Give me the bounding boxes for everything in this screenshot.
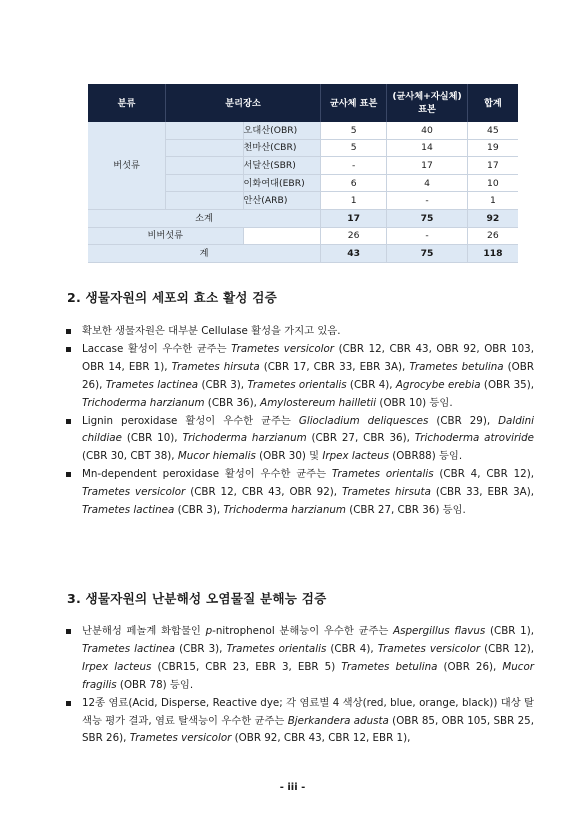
bullet-text: (CBR 3), [175,642,227,655]
species-name: Agrocybe erebia [395,378,481,391]
species-name: Mucor fragilis [82,660,534,691]
section-2-heading: 2. 생물자원의 세포외 효소 활성 검증 [67,290,277,305]
species-name: Trametes versicolor [82,486,186,499]
page-number: - iii - [279,782,306,793]
section-3-bullet-list [66,623,534,748]
site-cell: 이화여대(EBR) [243,174,321,192]
grand-total-row [88,245,518,263]
grand-total-both: 75 [387,245,468,263]
bullet-text: (CBR 4), [346,378,396,391]
bullet-text: (CBR 4, CBR 12), [433,468,534,481]
square-bullet-icon [66,701,71,706]
bullet-text: Lignin peroxidase 활성이 우수한 균주는 [82,414,299,427]
bullet-text: (CBR 30, CBT 38), [82,450,178,463]
bullet-text: (OBR 35), [480,378,535,391]
subtotal-total: 92 [467,209,518,227]
species-name: Trametes versicolor [377,642,481,655]
square-bullet-icon [66,419,71,424]
species-name: Gliocladium deliquesces [298,414,429,427]
species-name: Trichoderma atroviride [414,432,534,445]
bullet-text: (OBR88) 등임. [388,450,463,463]
bullet-text: (OBR 78) 등임. [116,678,194,691]
bullet-text: -nitrophenol 분해능이 우수한 균주는 [212,625,394,637]
species-name: Trichoderma harzianum [223,504,346,517]
both-cell: 14 [387,139,468,157]
bullet-text: (CBR 12), [480,642,534,655]
bullet-text: Laccase 활성이 우수한 균주는 [82,342,232,355]
bullet-text: 확보한 생물자원은 대부분 Cellulase 활성을 가지고 있음. [82,325,341,337]
square-bullet-icon [66,472,71,477]
bullet-text: (OBR 10) 등임. [376,396,453,409]
bullet-text: (CBR 17, CBR 33, EBR 3A), [259,360,410,373]
bullet-text: 12종 염료(Acid, Disperse, Reactive dye; 각 염료별 4 색상(red, blue, orange, black)) 대상 탈색능 평가 결과, 염료 탈색능이 우수한 균주는 [82,696,534,727]
bullet-text: (CBR 27, CBR 36), [306,432,415,445]
bullet-item [66,623,534,695]
species-name: Trametes orientalis [226,642,327,655]
species-name: Bjerkandera adusta [287,714,389,727]
square-bullet-icon [66,629,71,634]
non-mushroom-row [88,227,518,245]
subtotal-mycelium: 17 [321,209,387,227]
species-name: Trichoderma harzianum [82,396,205,409]
header-total: 합계 [467,84,518,122]
species-name: Trametes betulina [409,360,504,373]
square-bullet-icon [66,329,71,334]
section-3-heading: 3. 생물자원의 난분해성 오염물질 분해능 검증 [67,591,327,606]
species-name: Trametes hirsuta [342,486,431,499]
site-cell: 천마산(CBR) [243,139,321,157]
bullet-text: (CBR 29), [428,414,499,427]
species-name: Amylostereum hailletii [260,396,377,409]
bullet-text: (CBR 3), [174,504,224,517]
species-name: Aspergillus flavus [393,625,486,637]
header-category: 분류 [88,84,166,122]
mycelium-cell: 1 [321,192,387,210]
bullet-item [66,341,534,413]
bullet-text: (CBR 3), [198,378,248,391]
grand-total-label: 계 [88,245,321,263]
bullet-item [66,323,534,341]
species-name: p [205,625,213,637]
species-name: Irpex lacteus [322,450,389,463]
mycelium-cell: 5 [321,122,387,139]
both-cell: 4 [387,174,468,192]
species-name: Trametes orientalis [331,468,434,481]
bullet-text: (OBR 26), [437,660,503,673]
total-cell: 19 [467,139,518,157]
bullet-text: (CBR 33, EBR 3A), [430,486,534,499]
bullet-text: (CBR 1), [485,625,535,637]
non-mushroom-label: 비버섯류 [88,227,243,245]
species-name: Trametes versicolor [231,342,335,355]
both-cell: - [387,192,468,210]
bullet-text: (CBR 36), [204,396,261,409]
bullet-text: (OBR 85, OBR 105, SBR 25, SBR 26), [82,714,534,745]
site-cell: 안산(ARB) [243,192,321,210]
mycelium-cell: - [321,157,387,175]
header-mycelium-fruitbody: (균사체+자실체) 표본 [387,84,468,122]
bullet-text: (CBR 4), [326,642,378,655]
site-cell: 오대산(OBR) [243,122,321,139]
species-name: Trametes versicolor [129,732,232,745]
species-name: Trametes lactinea [82,642,176,655]
bullet-text: (OBR 92, CBR 43, CBR 12, EBR 1), [231,732,411,745]
species-name: Irpex lacteus [82,660,152,673]
non-mushroom-mycelium: 26 [321,227,387,245]
subtotal-row [88,209,518,227]
bullet-text: (CBR 12, CBR 43, OBR 92), [185,486,342,499]
header-site: 분리장소 [166,84,321,122]
species-name: Trametes lactinea [82,504,175,517]
bullet-text: (OBR 30) 및 [255,450,323,463]
grand-total-mycelium: 43 [321,245,387,263]
both-cell: 40 [387,122,468,139]
total-cell: 1 [467,192,518,210]
grand-total-total: 118 [467,245,518,263]
bullet-item [66,466,534,520]
total-cell: 45 [467,122,518,139]
species-name: Daldini childiae [82,414,535,445]
species-name: Mucor hiemalis [177,450,256,463]
strain-collection-table [88,84,518,263]
header-mycelium: 균사체 표본 [321,84,387,122]
bullet-item [66,695,534,749]
non-mushroom-total: 26 [467,227,518,245]
subtotal-label: 소계 [88,209,321,227]
bullet-text: (OBR 26), [82,360,534,391]
total-cell: 17 [467,157,518,175]
table-header-row [88,84,518,122]
bullet-text: (CBR 12, CBR 43, OBR 92, OBR 103, OBR 14, EBR 1), [82,342,534,373]
species-name: Trametes lactinea [105,378,199,391]
square-bullet-icon [66,347,71,352]
group-label-mushroom: 버섯류 [88,122,166,209]
both-cell: 17 [387,157,468,175]
species-name: Trametes betulina [341,660,438,673]
mycelium-cell: 6 [321,174,387,192]
site-cell: 서달산(SBR) [243,157,321,175]
bullet-text: (CBR 27, CBR 36) 등임. [345,504,466,517]
total-cell: 10 [467,174,518,192]
subtotal-both: 75 [387,209,468,227]
section-2-bullet-list [66,323,534,520]
species-name: Trametes hirsuta [171,360,260,373]
species-name: Trichoderma harzianum [182,432,307,445]
species-name: Trametes orientalis [247,378,347,391]
bullet-text: (CBR 10), [121,432,183,445]
non-mushroom-both: - [387,227,468,245]
bullet-item [66,413,534,467]
bullet-text: (CBR15, CBR 23, EBR 3, EBR 5) [151,660,342,673]
bullet-text: Mn-dependent peroxidase 활성이 우수한 균주는 [82,468,332,481]
mycelium-cell: 5 [321,139,387,157]
table-row [88,122,518,139]
bullet-text: 난분해성 페놀계 화합물인 [82,625,206,637]
